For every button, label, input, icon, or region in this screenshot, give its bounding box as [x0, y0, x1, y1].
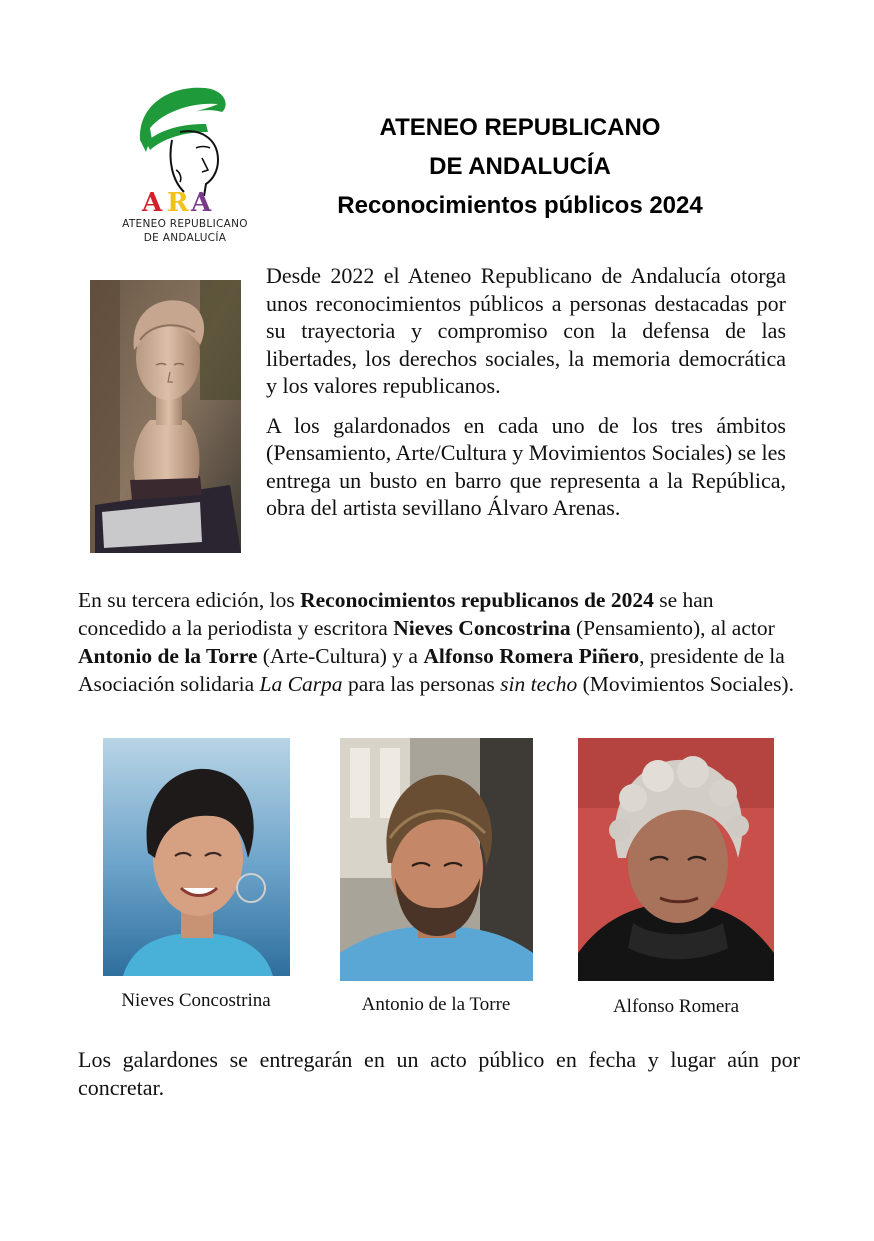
text-run: , presidente de la Asociación solidaria	[78, 644, 785, 696]
closing-paragraph: Los galardones se entregarán en un acto público en fecha y lugar aún por concretar.	[78, 1047, 800, 1100]
ateneo-logo	[110, 80, 260, 250]
awardee-alfonso: Alfonso Romera Piñero	[423, 644, 640, 668]
awards-name: Reconocimientos republicanos de 2024	[300, 588, 654, 612]
portrait-nieves-concostrina	[103, 738, 290, 976]
caption-antonio: Antonio de la Torre	[361, 994, 511, 1015]
svg-text:A: A	[142, 188, 163, 216]
text-run: (Pensamiento), al actor	[570, 616, 775, 640]
awardee-nieves: Nieves Concostrina	[393, 616, 571, 640]
text-run: (Arte-Cultura) y a	[257, 644, 424, 668]
svg-text:R: R	[167, 188, 189, 216]
title-line-3: Reconocimientos públicos 2024	[337, 192, 703, 219]
republic-head-logo-icon	[110, 80, 260, 216]
logo-line-2: DE ANDALUCÍA	[143, 232, 227, 244]
awards-paragraph	[78, 586, 800, 698]
title-line-1: ATENEO REPUBLICANO	[379, 114, 661, 141]
italic-term: sin techo	[500, 672, 578, 696]
caption-nieves: Nieves Concostrina	[121, 990, 271, 1011]
republic-bust-photo	[90, 280, 241, 553]
intro-paragraph-1: Desde 2022 el Ateneo Republicano de Andalucía otorga unos reconocimientos públicos a personas destacadas por su trayectoria y compromiso con la defensa de las libertades, los derechos sociales, la memoria democrática y los valores republicanos.	[266, 263, 786, 398]
awardee-antonio: Antonio de la Torre	[78, 644, 258, 668]
text-run: En su tercera edición, los	[78, 588, 301, 612]
caption-alfonso: Alfonso Romera	[612, 996, 740, 1017]
text-run: se han concedido a la periodista y escritora	[78, 588, 714, 640]
logo-line-1: ATENEO REPUBLICANO	[122, 218, 248, 230]
page-title	[290, 108, 750, 225]
intro-text	[266, 262, 786, 534]
svg-text:A: A	[191, 188, 212, 216]
portrait-antonio-de-la-torre	[340, 738, 533, 981]
text-run: (Movimientos Sociales).	[577, 672, 794, 696]
title-line-2: DE ANDALUCÍA	[429, 153, 611, 180]
text-run: para las personas	[342, 672, 501, 696]
intro-paragraph-2: A los galardonados en cada uno de los tres ámbitos (Pensamiento, Arte/Cultura y Movimientos Sociales) se les entrega un busto en barro que representa a la República, obra del artista sevillano Álvaro Arenas.	[266, 412, 786, 520]
portrait-alfonso-romera	[578, 738, 774, 981]
organization-name: La Carpa	[259, 672, 343, 696]
